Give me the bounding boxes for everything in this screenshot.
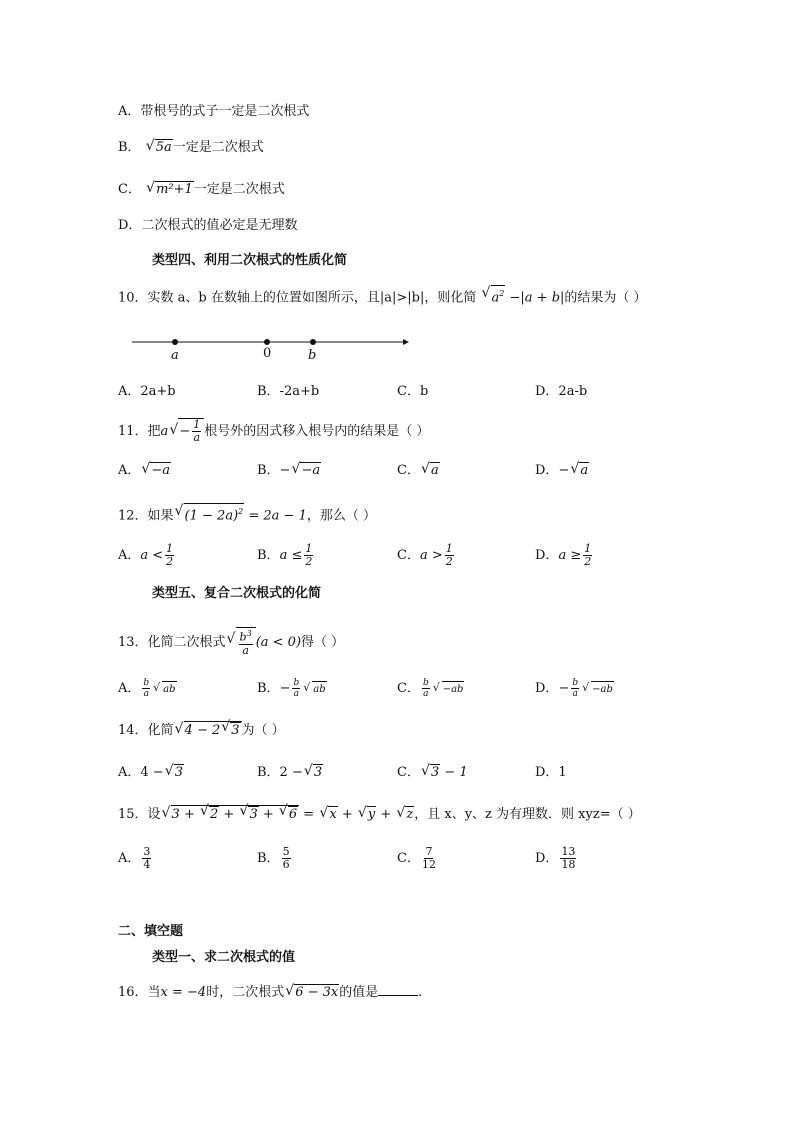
option-label: A． [118,104,141,119]
q15-option-b [257,846,293,871]
q10-stem: 10．实数 a、b 在数轴上的位置如图所示，且|a|>|b|，则化简 √ $a^2 -|a + b|$的结果为（ ） [118,285,647,308]
relation: a > [419,548,443,563]
radical: √ 5a [145,138,172,155]
type4-heading: 类型四、利用二次根式的性质化简 [152,253,348,268]
type1-heading: 类型一、求二次根式的值 [152,950,296,965]
q10-option-a: A．2a+b [118,384,176,399]
denominator: 6 [282,858,290,871]
option-label: C． [397,765,420,780]
label-b: b [308,348,317,363]
label-zero: 0 [263,346,272,361]
option-label: C． [397,463,420,478]
q11-prefix: 11．把 [118,424,161,439]
option-label: C． [118,182,141,197]
q10-option-c: C．b [397,384,429,399]
q14-option-d: D．1 [535,765,567,780]
q13-option-a: A． $\frac{b}{a}$ √ ab [118,678,176,699]
option-text: 一定是二次根式 [172,140,264,155]
option-label: B． [118,140,141,155]
q9-option-d [118,216,297,236]
axis-arrow [403,339,409,345]
q16-stem: 16．当x = −4时，二次根式 √ 6 − 3x的值是 . [118,983,422,1003]
option-label: B． [257,681,280,696]
option-label: B． [257,851,280,866]
option-label: D． [535,463,559,478]
q10-option-d: D．2a-b [535,384,588,399]
q10-suffix: 的结果为（ ） [564,290,647,306]
q12-option-c: C．a > $\frac{1}{2}$ [397,542,453,568]
option-label: D． [535,681,559,696]
q11-suffix: 根号外的因式移入根号内的结果是（ ） [204,424,430,439]
q13-option-b: B．− $\frac{b}{a}$ √ ab [257,678,326,699]
q15-option-c [397,846,438,871]
q13-prefix: 13．化简二次根式 [118,634,226,650]
q13-option-d: D．− $\frac{b}{a}$ √ −ab [535,678,613,699]
q16-condition: x = −4 [160,985,207,1000]
denominator: 12 [421,858,436,871]
q12-suffix: ，那么（ ） [306,508,376,524]
q12-option-d: D．a ≥ $\frac{1}{2}$ [535,542,592,568]
q16-suffix: 的值是 [339,985,379,1000]
q9-option-c [118,180,285,200]
q12-prefix: 12．如果 [118,508,174,524]
q12-option-b: B．a ≤ $\frac{1}{2}$ [257,542,313,568]
numerator: 13 [561,845,576,858]
q14-suffix: 为（ ） [241,723,285,738]
option-label: C． [397,851,420,866]
option-text: 二次根式的值必定是无理数 [141,218,298,233]
q9-option-a [118,102,309,122]
q16-prefix: 16．当 [118,985,161,1000]
q10-option-b: B．-2a+b [257,384,320,399]
numerator: 7 [425,845,433,858]
option-label: D． [118,218,142,233]
denominator: 18 [561,858,576,871]
option-label: B． [257,548,280,563]
q15-stem: 15．设 √ 3 + √ 2 + √ 3 + √ 6 = √ x + √ y + √ z，且 x、y、z 为有理数．则 xyz=（ ） [118,805,641,825]
option-label: D． [535,548,559,563]
point-b [310,339,316,345]
denominator: 4 [143,858,151,871]
type5-heading: 类型五、复合二次根式的化简 [152,586,322,601]
q11-option-d: D．− √ a [535,461,589,478]
radicand: 5a [155,140,172,155]
radical: √ 6 − 3x [285,983,339,1000]
radical: √ $\frac{b^3}{a}$ [227,627,256,657]
numerator: 3 [143,845,151,858]
q14-option-c: C． √ 3 − 1 [397,763,468,780]
option-label: A． [118,548,141,563]
option-label: D． [535,851,559,866]
option-label: A． [118,851,141,866]
option-label: B．2 − [257,765,303,780]
q12-option-a: A．a < $\frac{1}{2}$ [118,542,174,568]
radical: √ m²+1 [146,180,193,197]
radical: √ 3 + √ 2 + √ 3 + √ 6 [161,803,298,822]
option-label: A． [118,463,141,478]
radical: √ $a^2$ [481,285,505,306]
q11-stem: 11．把a √ − $\frac{1}{a}$ 根号外的因式移入根号内的结果是（ ） [118,418,430,444]
option-text: 一定是二次根式 [193,182,285,197]
q11-option-a: A． √ −a [118,461,171,478]
radical: √ $(1 - 2a)^2$ [174,503,244,524]
option-label: C． [397,681,420,696]
option-label: C． [397,548,420,563]
relation: a ≥ [558,548,582,563]
numerator: 5 [282,845,290,858]
q15-option-d [535,846,578,871]
option-label: A．4 − [118,765,164,780]
option-text: 带根号的式子一定是二次根式 [140,104,310,119]
q14-option-a: A．4 − √ 3 [118,763,183,780]
radical: √ 4 − 2 √ 3 [174,719,240,738]
q14-stem [118,721,285,741]
q13-stem [118,627,344,657]
radicand: m²+1 [156,182,193,197]
q16-mid: 时，二次根式 [206,985,285,1000]
option-label: A． [118,681,141,696]
option-label: B． [257,463,280,478]
q13-option-c: C． $\frac{b}{a}$ √ −ab [397,678,464,699]
q13-suffix: 得（ ） [301,634,345,650]
q14-prefix: 14．化简 [118,723,174,738]
radical: √ − $\frac{1}{a}$ [169,418,204,444]
q11-option-c: C． √ a [397,461,439,478]
q12-stem [118,503,376,526]
relation: a ≤ [279,548,303,563]
answer-blank[interactable] [378,983,418,996]
section-fill-in: 二、填空题 [118,924,184,939]
q15-option-a [118,846,153,871]
q11-option-b: B．− √ −a [257,461,321,478]
q10-prefix: 10．实数 a、b 在数轴上的位置如图所示，且|a|>|b|，则化简 [118,290,477,306]
q14-option-b: B．2 − √ 3 [257,763,323,780]
relation: a < [140,548,164,563]
q15-prefix: 15．设 [118,807,161,822]
label-a: a [171,348,179,363]
q15-suffix: ，且 x、y、z 为有理数．则 xyz=（ ） [414,807,641,822]
q13-condition: (a < 0) [255,634,302,650]
q12-equation: = 2a − 1 [248,508,307,524]
point-a [172,339,178,345]
q9-option-b [118,138,264,158]
